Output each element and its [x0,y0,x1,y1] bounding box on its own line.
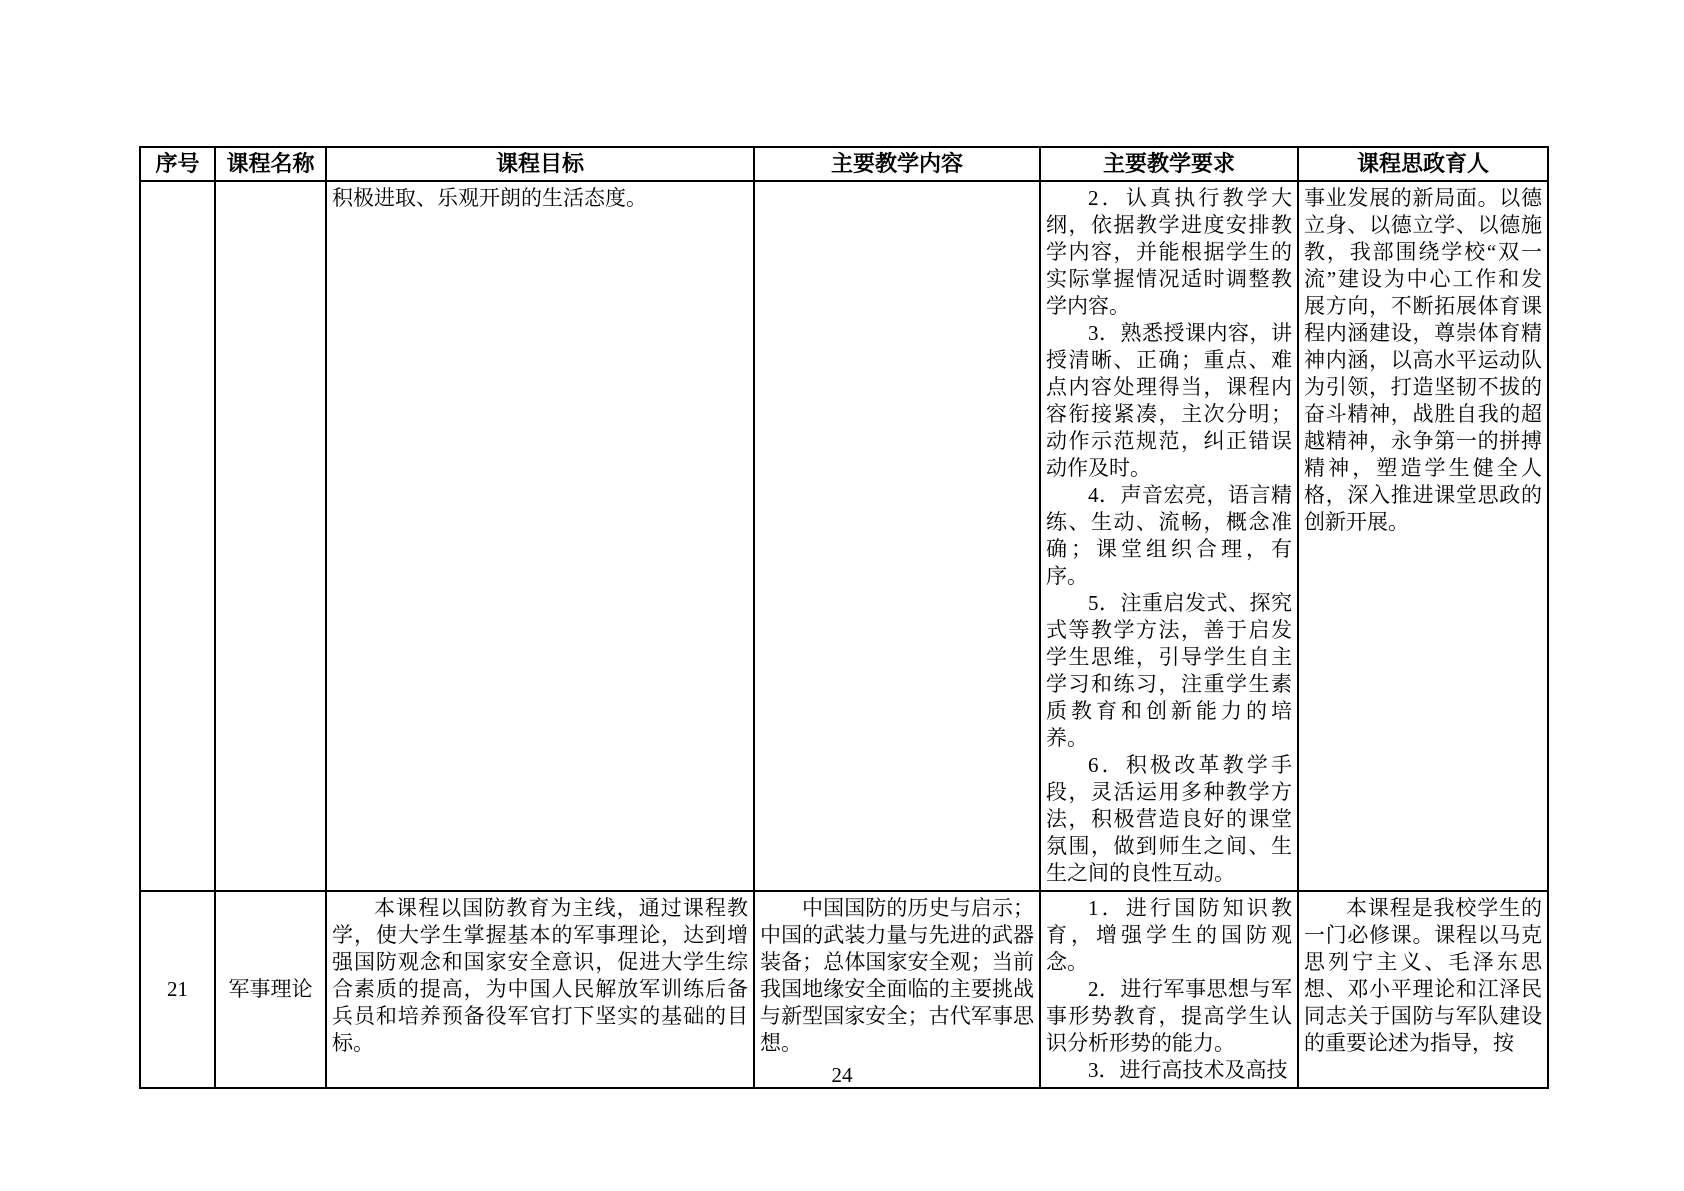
header-seq: 序号 [140,147,215,181]
cell-ideology [1298,181,1548,891]
requirement-item: 3．熟悉授课内容，讲授清晰、正确；重点、难点内容处理得当，课程内容衔接紧凑，主次分明；动作示范规范，纠正错误动作及时。 [1046,321,1292,480]
objectives-paragraph: 本课程以国防教育为主线，通过课程教学，使大学生掌握基本的军事理论，达到增强国防观念和国家安全意识，促进大学生综合素质的提高，为中国人民解放军训练后备兵员和培养预备役军官打下坚实的基础的目标。 [332,896,748,1055]
requirement-item: 4．声音宏亮，语言精练、生动、流畅，概念准确；课堂组织合理，有序。 [1046,483,1292,588]
cell-objectives [326,181,754,891]
objectives-paragraph: 积极进取、乐观开朗的生活态度。 [332,186,647,210]
table-row [140,181,1548,891]
cell-objectives [326,891,754,1088]
cell-course-name: 军事理论 [215,891,326,1088]
requirement-item: 2．进行军事思想与军事形势教育，提高学生认识分析形势的能力。 [1046,977,1292,1055]
table-row [140,891,1548,1088]
cell-requirements [1040,891,1298,1088]
requirement-item: 2．认真执行教学大纲，依据教学进度安排教学内容，并能根据学生的实际掌握情况适时调整教学内容。 [1046,186,1292,318]
requirement-item: 6．积极改革教学手段，灵活运用多种教学方法，积极营造良好的课堂氛围，做到师生之间、生生之间的良性互动。 [1046,753,1292,885]
cell-course-name [215,181,326,891]
requirement-item: 3．进行高技术及高技 [1088,1058,1288,1082]
requirement-item: 1．进行国防知识教育，增强学生的国防观念。 [1046,896,1292,974]
course-table [139,146,1549,1089]
cell-ideology [1298,891,1548,1088]
ideology-paragraph: 本课程是我校学生的一门必修课。课程以马克思列宁主义、毛泽东思想、邓小平理论和江泽民同志关于国防与军队建设的重要论述为指导，按 [1304,896,1542,1055]
header-objectives: 课程目标 [326,147,754,181]
page-number: 24 [831,1063,853,1087]
cell-seq: 21 [140,891,215,1088]
header-content: 主要教学内容 [754,147,1040,181]
requirement-item: 5．注重启发式、探究式等教学方法，善于启发学生思维，引导学生自主学习和练习，注重学生素质教育和创新能力的培养。 [1046,591,1292,750]
header-ideology: 课程思政育人 [1298,147,1548,181]
table-header-row [140,147,1548,181]
cell-content [754,181,1040,891]
cell-seq [140,181,215,891]
content-paragraph: 中国国防的历史与启示；中国的武装力量与先进的武器装备；总体国家安全观；当前我国地缘安全面临的主要挑战与新型国家安全；古代军事思想。 [760,896,1034,1055]
cell-content [754,891,1040,1088]
header-course-name: 课程名称 [215,147,326,181]
cell-requirements [1040,181,1298,891]
header-requirements: 主要教学要求 [1040,147,1298,181]
ideology-paragraph: 事业发展的新局面。以德立身、以德立学、以德施教，我部围绕学校“双一流”建设为中心工作和发展方向，不断拓展体育课程内涵建设，尊崇体育精神内涵，以高水平运动队为引领，打造坚韧不拔的奋斗精神，战胜自我的超越精神，永争第一的拼搏精神，塑造学生健全人格，深入推进课堂思政的创新开展。 [1304,186,1542,534]
